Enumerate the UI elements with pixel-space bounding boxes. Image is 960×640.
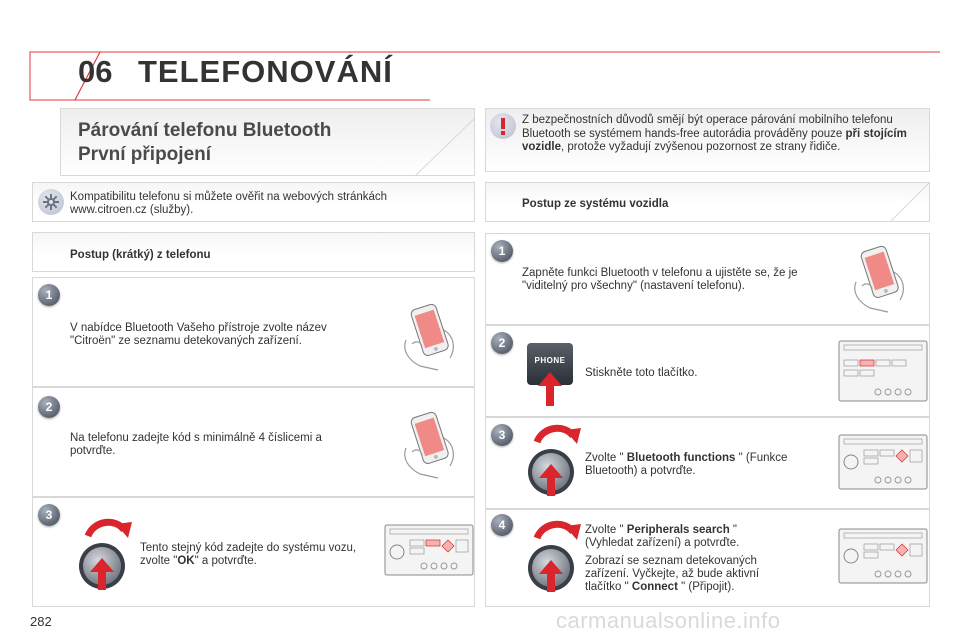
rotary-knob-icon [521,420,593,500]
chapter-title: TELEFONOVÁNÍ [138,54,393,89]
left-step-3-text: Tento stejný kód zadejte do systému vozu, zvolte "OK" a potvrďte. [140,542,357,567]
phone-button-label: PHONE [534,356,566,365]
radio-console-icon [384,524,474,576]
page-number: 282 [30,614,52,629]
warning-text: Z bezpečnostních důvodů smějí být operace párování mobilního telefonu Bluetooth se systémem hands-free autorádia prováděny pouze při stojícím vozidle, protože vyžadují zvýšenou pozornost ze strany řidiče. [522,114,907,153]
step-badge: 4 [491,514,513,536]
smartphone-hand-icon [398,408,462,480]
right-step-1-text: Zapněte funkci Bluetooth v telefonu a ujistěte se, že je "viditelný pro všechny" (nastavení telefonu). [522,267,798,292]
left-step-2-text: Na telefonu zadejte kód s minimálně 4 číslicemi a potvrďte. [70,432,322,457]
right-step-2-text: Stiskněte toto tlačítko. [585,367,698,379]
watermark: carmanualsonline.info [556,608,781,633]
info-note-text: Kompatibilitu telefonu si můžete ověřit na webových stránkách www.citroen.cz (služby). [70,191,388,216]
radio-console-icon [838,528,928,584]
procedure-heading: Postup ze systému vozidla [522,198,669,210]
step-badge: 1 [38,284,60,306]
step-badge: 3 [38,504,60,526]
step-badge: 1 [491,240,513,262]
gear-info-icon [38,189,64,215]
section-subtitle: První připojení [78,144,212,165]
rotary-knob-icon [521,516,593,596]
smartphone-hand-icon [398,300,462,372]
section-title: Párování telefonu Bluetooth [78,120,332,141]
step-badge: 2 [491,332,513,354]
right-step-4-text: Zvolte " Peripherals search " (Vyhledat zařízení) a potvrďte. [585,524,740,549]
procedure-heading: Postup (krátký) z telefonu [70,249,211,261]
exclamation-icon [490,113,516,139]
smartphone-hand-icon [848,242,912,314]
step-badge: 3 [491,424,513,446]
left-step-1-text: V nabídce Bluetooth Vašeho přístroje zvolte název "Citroën" ze seznamu detekovaných zařízení. [70,322,327,347]
radio-console-icon [838,434,928,490]
right-step-3-text: Zvolte " Bluetooth functions " (Funkce Bluetooth) a potvrďte. [585,452,788,477]
rotary-knob-icon [72,514,144,594]
chapter-number: 06 [78,54,113,89]
right-step-4-note: Zobrazí se seznam detekovaných zařízení. Vyčkejte, až bude aktivní tlačítko " Connect " (Připojit). [585,555,760,593]
step-badge: 2 [38,396,60,418]
press-arrow-icon [538,372,562,406]
radio-console-icon [838,340,928,402]
